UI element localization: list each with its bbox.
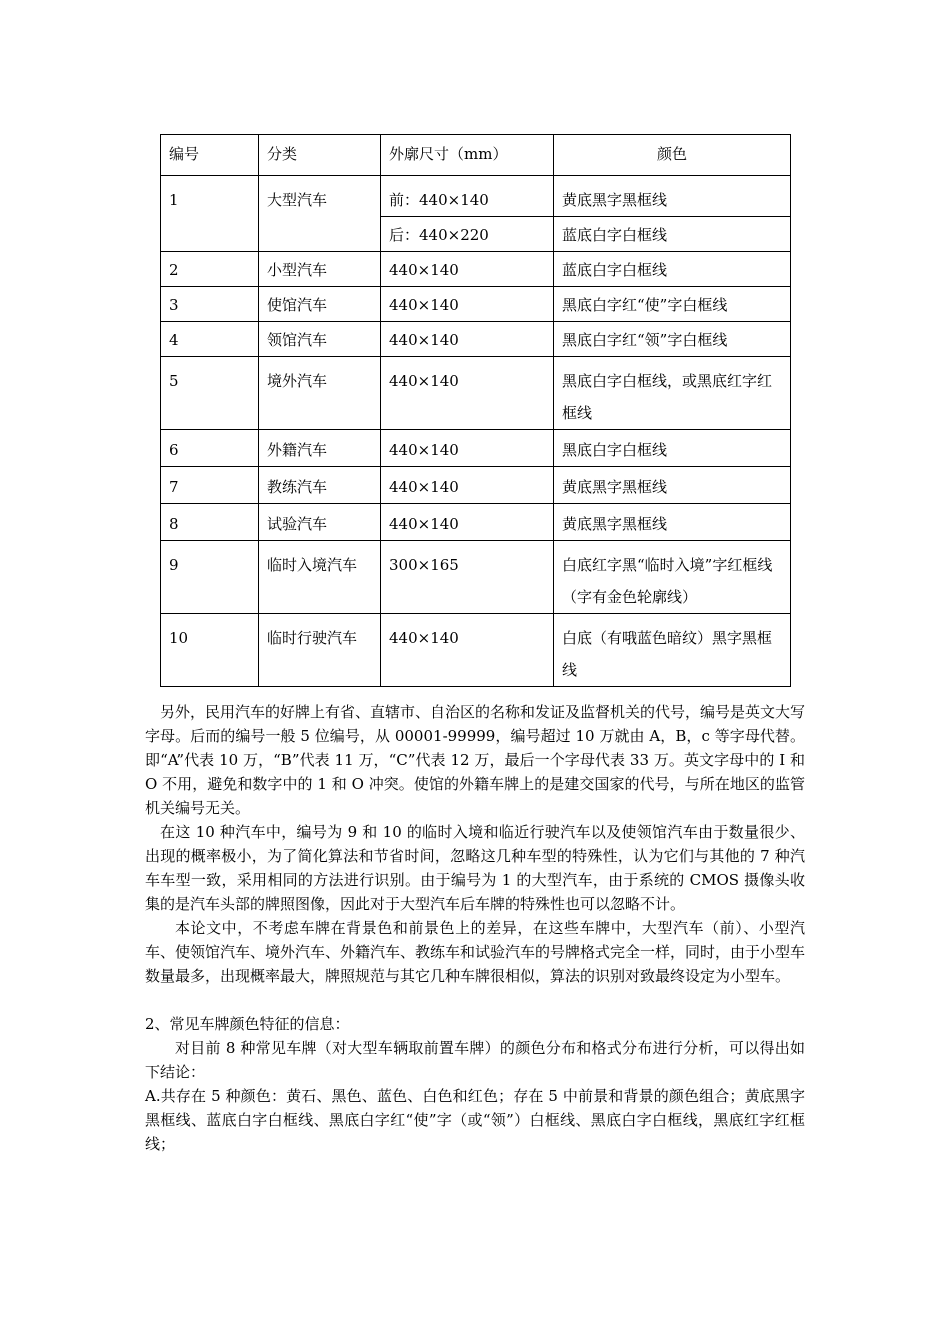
cell-number: 5 xyxy=(161,357,259,430)
cell-color: 黑底白字红“领”字白框线 xyxy=(554,322,791,357)
cell-size: 前：440×140 xyxy=(381,176,554,217)
cell-category: 小型汽车 xyxy=(259,252,381,287)
cell-number: 8 xyxy=(161,504,259,541)
table-row xyxy=(161,614,791,687)
cell-number: 1 xyxy=(161,176,259,252)
cell-color: 黑底白字白框线 xyxy=(554,430,791,467)
cell-size: 440×140 xyxy=(381,322,554,357)
paragraph-thesis-scope: 本论文中，不考虑车牌在背景色和前景色上的差异，在这些车牌中，大型汽车（前）、小型汽车、使领馆汽车、境外汽车、外籍汽车、教练车和试验汽车的号牌格式完全一样，同时，由于小型车数量最多，出现概率最大，牌照规范与其它几种车牌很相似，算法的识别对致最终设定为小型车。 xyxy=(145,919,806,985)
table-row xyxy=(161,467,791,504)
cell-color: 蓝底白字白框线 xyxy=(554,252,791,287)
cell-size: 440×140 xyxy=(381,504,554,541)
paragraph-color-analysis: 对目前 8 种常见车牌（对大型车辆取前置车牌）的颜色分布和格式分布进行分析，可以得出如下结论： xyxy=(145,1039,805,1081)
cell-size: 440×140 xyxy=(381,614,554,687)
cell-size: 300×165 xyxy=(381,541,554,614)
cell-category: 领馆汽车 xyxy=(259,322,381,357)
table-row xyxy=(161,322,791,357)
cell-category: 教练汽车 xyxy=(259,467,381,504)
cell-size: 440×140 xyxy=(381,430,554,467)
cell-number: 10 xyxy=(161,614,259,687)
cell-size: 440×140 xyxy=(381,357,554,430)
cell-category: 外籍汽车 xyxy=(259,430,381,467)
cell-category: 试验汽车 xyxy=(259,504,381,541)
cell-number: 9 xyxy=(161,541,259,614)
header-category: 分类 xyxy=(259,135,381,176)
table-row xyxy=(161,541,791,614)
body-text xyxy=(145,700,805,1156)
cell-category: 临时入境汽车 xyxy=(259,541,381,614)
table-row xyxy=(161,430,791,467)
cell-number: 3 xyxy=(161,287,259,322)
paragraph-conclusion-a: A.共存在 5 种颜色：黄石、黑色、蓝色、白色和红色；存在 5 中前景和背景的颜色组合；黄底黑字黑框线、蓝底白字白框线、黑底白字红“使”字（或“领”）白框线、黑底白字白框线，黑底红字红框线； xyxy=(145,1087,805,1153)
cell-size: 后：440×220 xyxy=(381,217,554,252)
cell-category: 使馆汽车 xyxy=(259,287,381,322)
header-size: 外廓尺寸（mm） xyxy=(381,135,554,176)
cell-size: 440×140 xyxy=(381,467,554,504)
cell-color: 白底红字黑“临时入境”字红框线（字有金色轮廓线） xyxy=(554,541,791,614)
table-row xyxy=(161,357,791,430)
cell-color: 黑底白字白框线，或黑底红字红框线 xyxy=(554,357,791,430)
cell-color: 黑底白字红“使”字白框线 xyxy=(554,287,791,322)
header-number: 编号 xyxy=(161,135,259,176)
cell-color: 黄底黑字黑框线 xyxy=(554,504,791,541)
table-header-row xyxy=(161,135,791,176)
license-plate-table xyxy=(160,134,791,687)
cell-color: 黄底黑字黑框线 xyxy=(554,467,791,504)
table-row xyxy=(161,176,791,217)
paragraph-vehicle-types: 在这 10 种汽车中，编号为 9 和 10 的临时入境和临近行驶汽车以及使领馆汽车由于数量很少、出现的概率极小，为了简化算法和节省时间，忽略这几种车型的特殊性，认为它们与其他的 7 种汽车车型一致，采用相同的方法进行识别。由于编号为 1 的大型汽车，由于系统的 CMOS 摄像头收集的是汽车头部的牌照图像，因此对于大型汽车后车牌的特殊性也可以忽略不计。 xyxy=(145,823,805,913)
cell-number: 2 xyxy=(161,252,259,287)
header-color: 颜色 xyxy=(554,135,791,176)
table-row xyxy=(161,504,791,541)
cell-number: 6 xyxy=(161,430,259,467)
paragraph-plate-numbering: 另外，民用汽车的好牌上有省、直辖市、自治区的名称和发证及监督机关的代号，编号是英文大写字母。后而的编号一般 5 位编号，从 00001-99999，编号超过 10 万就由 A，B，c 等字母代替。即“A”代表 10 万，“B”代表 11 万，“C”代表 12 万，最后一个字母代表 33 万。英文字母中的 I 和 O 不用，避免和数字中的 1 和 O 冲突。使馆的外籍车牌上的是建交国家的代号，与所在地区的监管机关编号无关。 xyxy=(145,703,806,817)
cell-color: 白底（有哦蓝色暗纹）黑字黑框线 xyxy=(554,614,791,687)
cell-color: 蓝底白字白框线 xyxy=(554,217,791,252)
cell-size: 440×140 xyxy=(381,287,554,322)
table-row xyxy=(161,252,791,287)
cell-color: 黄底黑字黑框线 xyxy=(554,176,791,217)
cell-category: 临时行驶汽车 xyxy=(259,614,381,687)
cell-number: 4 xyxy=(161,322,259,357)
cell-category: 境外汽车 xyxy=(259,357,381,430)
section-heading: 2、常见车牌颜色特征的信息： xyxy=(145,1015,350,1033)
cell-number: 7 xyxy=(161,467,259,504)
table-row xyxy=(161,287,791,322)
cell-size: 440×140 xyxy=(381,252,554,287)
cell-category: 大型汽车 xyxy=(259,176,381,252)
